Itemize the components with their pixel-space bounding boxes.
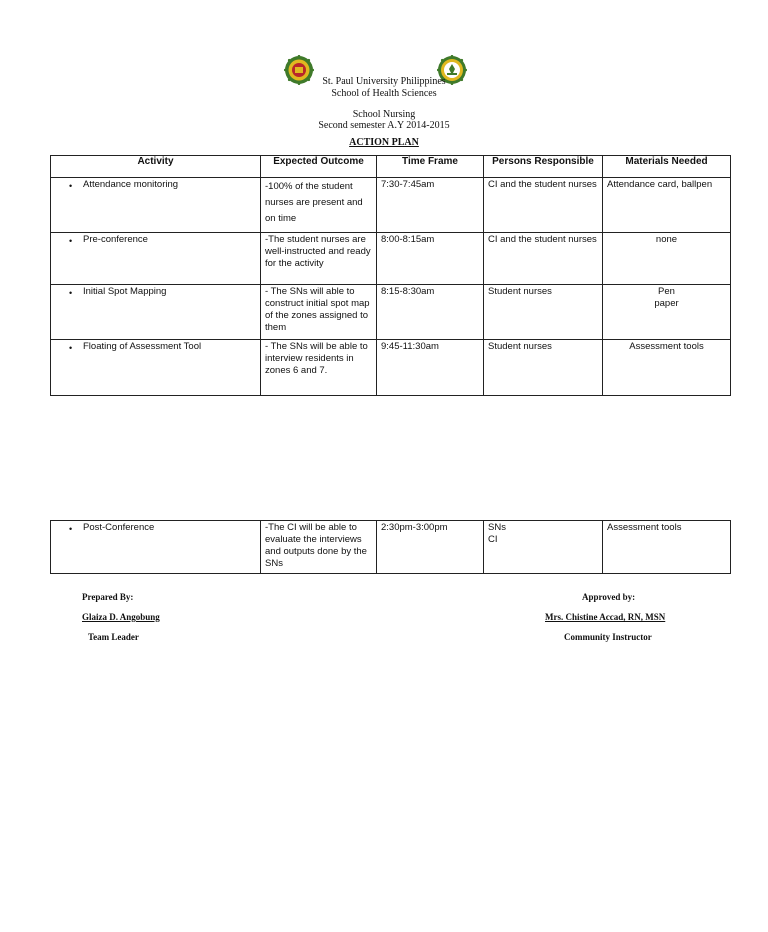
outcome-cell: -The CI will be able to evaluate the interviews and outputs done by the SNs	[261, 521, 377, 574]
column-header: Persons Responsible	[484, 156, 603, 178]
approved-by-label: Approved by:	[582, 592, 636, 602]
persons-cell	[484, 521, 603, 574]
approved-by-name: Mrs. Chistine Accad, RN, MSN	[545, 612, 666, 622]
column-header: Time Frame	[377, 156, 484, 178]
bullet-icon: •	[69, 288, 73, 298]
activity-cell	[51, 521, 261, 574]
table-row	[51, 521, 731, 574]
materials-cell: Assessment tools	[603, 340, 731, 396]
persons-cell: Student nurses	[484, 340, 603, 396]
table-row	[51, 233, 731, 285]
materials-cell: none	[603, 233, 731, 285]
bullet-icon: •	[69, 343, 73, 353]
time-cell: 8:00-8:15am	[377, 233, 484, 285]
activity-cell	[51, 285, 261, 340]
materials-cell: Assessment tools	[603, 521, 731, 574]
persons-cell: CI and the student nurses	[484, 233, 603, 285]
column-header: Activity	[51, 156, 261, 178]
approved-by-role: Community Instructor	[564, 632, 652, 642]
prepared-by-label: Prepared By:	[82, 592, 134, 602]
outcome-cell: -100% of the student nurses are present and on time	[261, 178, 377, 233]
activity-label: Initial Spot Mapping	[83, 286, 167, 297]
department-name: School Nursing	[352, 109, 416, 120]
bullet-icon: •	[69, 181, 73, 191]
column-header: Materials Needed	[603, 156, 731, 178]
persons-item: SNs	[488, 522, 506, 533]
time-cell: 8:15-8:30am	[377, 285, 484, 340]
outcome-cell: -The student nurses are well-instructed and ready for the activity	[261, 233, 377, 285]
action-plan-table-continued	[50, 520, 731, 574]
semester-label: Second semester A.Y 2014-2015	[318, 120, 450, 131]
action-plan-table	[50, 155, 731, 396]
column-header: Expected Outcome	[261, 156, 377, 178]
activity-cell	[51, 340, 261, 396]
prepared-by-role: Team Leader	[88, 632, 139, 642]
time-cell: 9:45-11:30am	[377, 340, 484, 396]
activity-cell	[51, 178, 261, 233]
activity-label: Attendance monitoring	[83, 179, 179, 190]
school-name: School of Health Sciences	[331, 88, 437, 99]
materials-item: Pen	[658, 286, 675, 297]
materials-item: paper	[654, 298, 679, 309]
document-title: ACTION PLAN	[349, 137, 419, 148]
materials-cell	[603, 285, 731, 340]
persons-item: CI	[488, 534, 498, 545]
table-row	[51, 340, 731, 396]
time-cell: 2:30pm-3:00pm	[377, 521, 484, 574]
table-header-row	[51, 156, 731, 178]
bullet-icon: •	[69, 524, 73, 534]
activity-label: Post-Conference	[83, 522, 155, 533]
time-cell: 7:30-7:45am	[377, 178, 484, 233]
bullet-icon: •	[69, 236, 73, 246]
activity-label: Floating of Assessment Tool	[83, 341, 202, 352]
activity-label: Pre-conference	[83, 234, 148, 245]
table-row	[51, 178, 731, 233]
persons-cell: CI and the student nurses	[484, 178, 603, 233]
prepared-by-name: Glaiza D. Angobung	[82, 612, 160, 622]
activity-cell	[51, 233, 261, 285]
university-name: St. Paul University Philippines	[322, 76, 446, 87]
materials-cell: Attendance card, ballpen	[603, 178, 731, 233]
outcome-cell: - The SNs will able to construct initial spot map of the zones assigned to them	[261, 285, 377, 340]
outcome-cell: - The SNs will be able to interview residents in zones 6 and 7.	[261, 340, 377, 396]
table-row	[51, 285, 731, 340]
persons-cell: Student nurses	[484, 285, 603, 340]
